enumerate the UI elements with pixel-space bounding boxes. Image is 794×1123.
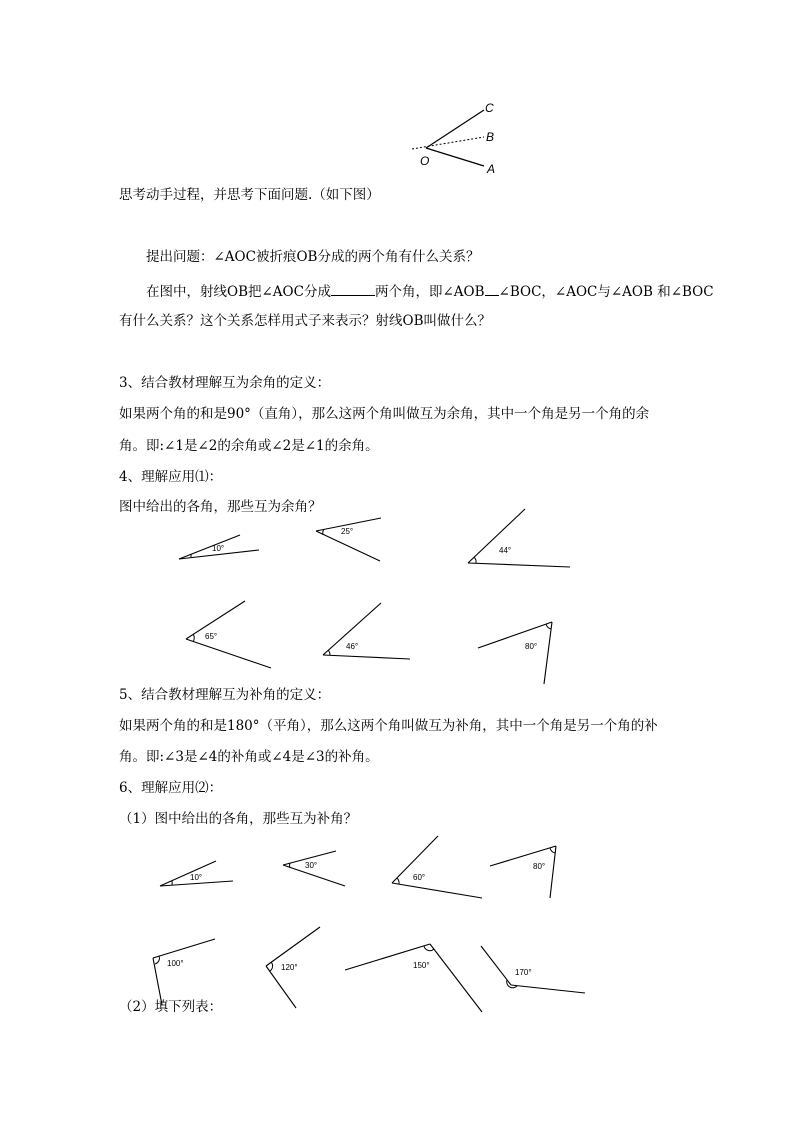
supp-170-ray2	[511, 985, 585, 993]
label-o: O	[420, 154, 430, 168]
question-text: 提出问题：∠AOC被折痕OB分成的两个角有什么关系？	[146, 249, 480, 265]
sec3-title: 3、结合教材理解互为余角的定义：	[119, 375, 331, 391]
supp-120-ray1	[266, 927, 320, 966]
label-b: B	[486, 130, 495, 144]
sec5-line2: 角。即:∠3是∠4的补角或∠4是∠3的补角。	[119, 749, 379, 765]
supp-170-ray1	[481, 946, 511, 985]
supp-80-label: 80°	[533, 862, 546, 871]
sec3-line1: 如果两个角的和是90°（直角），那么这两个角叫做互为余角，其中一个角是另一个角的余	[119, 406, 650, 422]
sec5-title: 5、结合教材理解互为补角的定义：	[119, 687, 331, 703]
supp-10-label: 10°	[190, 873, 203, 882]
sec4-question: 图中给出的各角，那些互为余角？	[119, 499, 322, 515]
sec6-question2: （2）填下列表：	[119, 999, 223, 1015]
label-c: C	[485, 101, 494, 115]
angle-10-label: 10°	[212, 544, 225, 553]
supp-100-label: 100°	[167, 959, 184, 968]
sec5-line1: 如果两个角的和是180°（平角），那么这两个角叫做互为补角，其中一个角是另一个角的补	[119, 718, 658, 734]
angle-80-label: 80°	[525, 642, 538, 651]
ray-part-3: ∠BOC，∠AOC与∠AOB 和∠BOC	[498, 284, 714, 300]
angle-65-label: 65°	[205, 632, 218, 641]
angle-46-label: 46°	[346, 642, 359, 651]
sec6-question1: （1）图中给出的各角，那些互为补角？	[119, 811, 358, 827]
supp-30-label: 30°	[305, 861, 318, 870]
sec3-line2: 角。即:∠1是∠2的余角或∠2是∠1的余角。	[119, 438, 379, 454]
supp-120-label: 120°	[281, 963, 298, 972]
ray-line-2: 有什么关系？这个关系怎样用式子来表示？射线OB叫做什么？	[119, 313, 491, 329]
supp-150-ray2	[430, 944, 482, 1012]
supp-60-ray1	[392, 883, 482, 898]
supp-80-ray2	[550, 846, 556, 898]
ray-part-1: 在图中，射线OB把∠AOC分成	[146, 284, 331, 300]
supp-80-ray1	[490, 846, 556, 866]
angle-25-label: 25°	[341, 527, 354, 536]
supp-170-label: 170°	[515, 968, 532, 977]
angle-44-label: 44°	[499, 546, 512, 555]
supp-120-ray2	[266, 966, 296, 1008]
ray-part-2: 两个角，即∠AOB	[374, 284, 485, 300]
supp-150-label: 150°	[413, 961, 430, 970]
supp-60-label: 60°	[413, 873, 426, 882]
think-text: 思考动手过程，并思考下面问题.（如下图）	[119, 187, 380, 203]
supp-100-ray1	[153, 939, 215, 958]
sec6-title: 6、理解应用⑵：	[119, 780, 223, 796]
label-a: A	[487, 162, 496, 176]
sec4-title: 4、理解应用⑴：	[119, 469, 223, 485]
